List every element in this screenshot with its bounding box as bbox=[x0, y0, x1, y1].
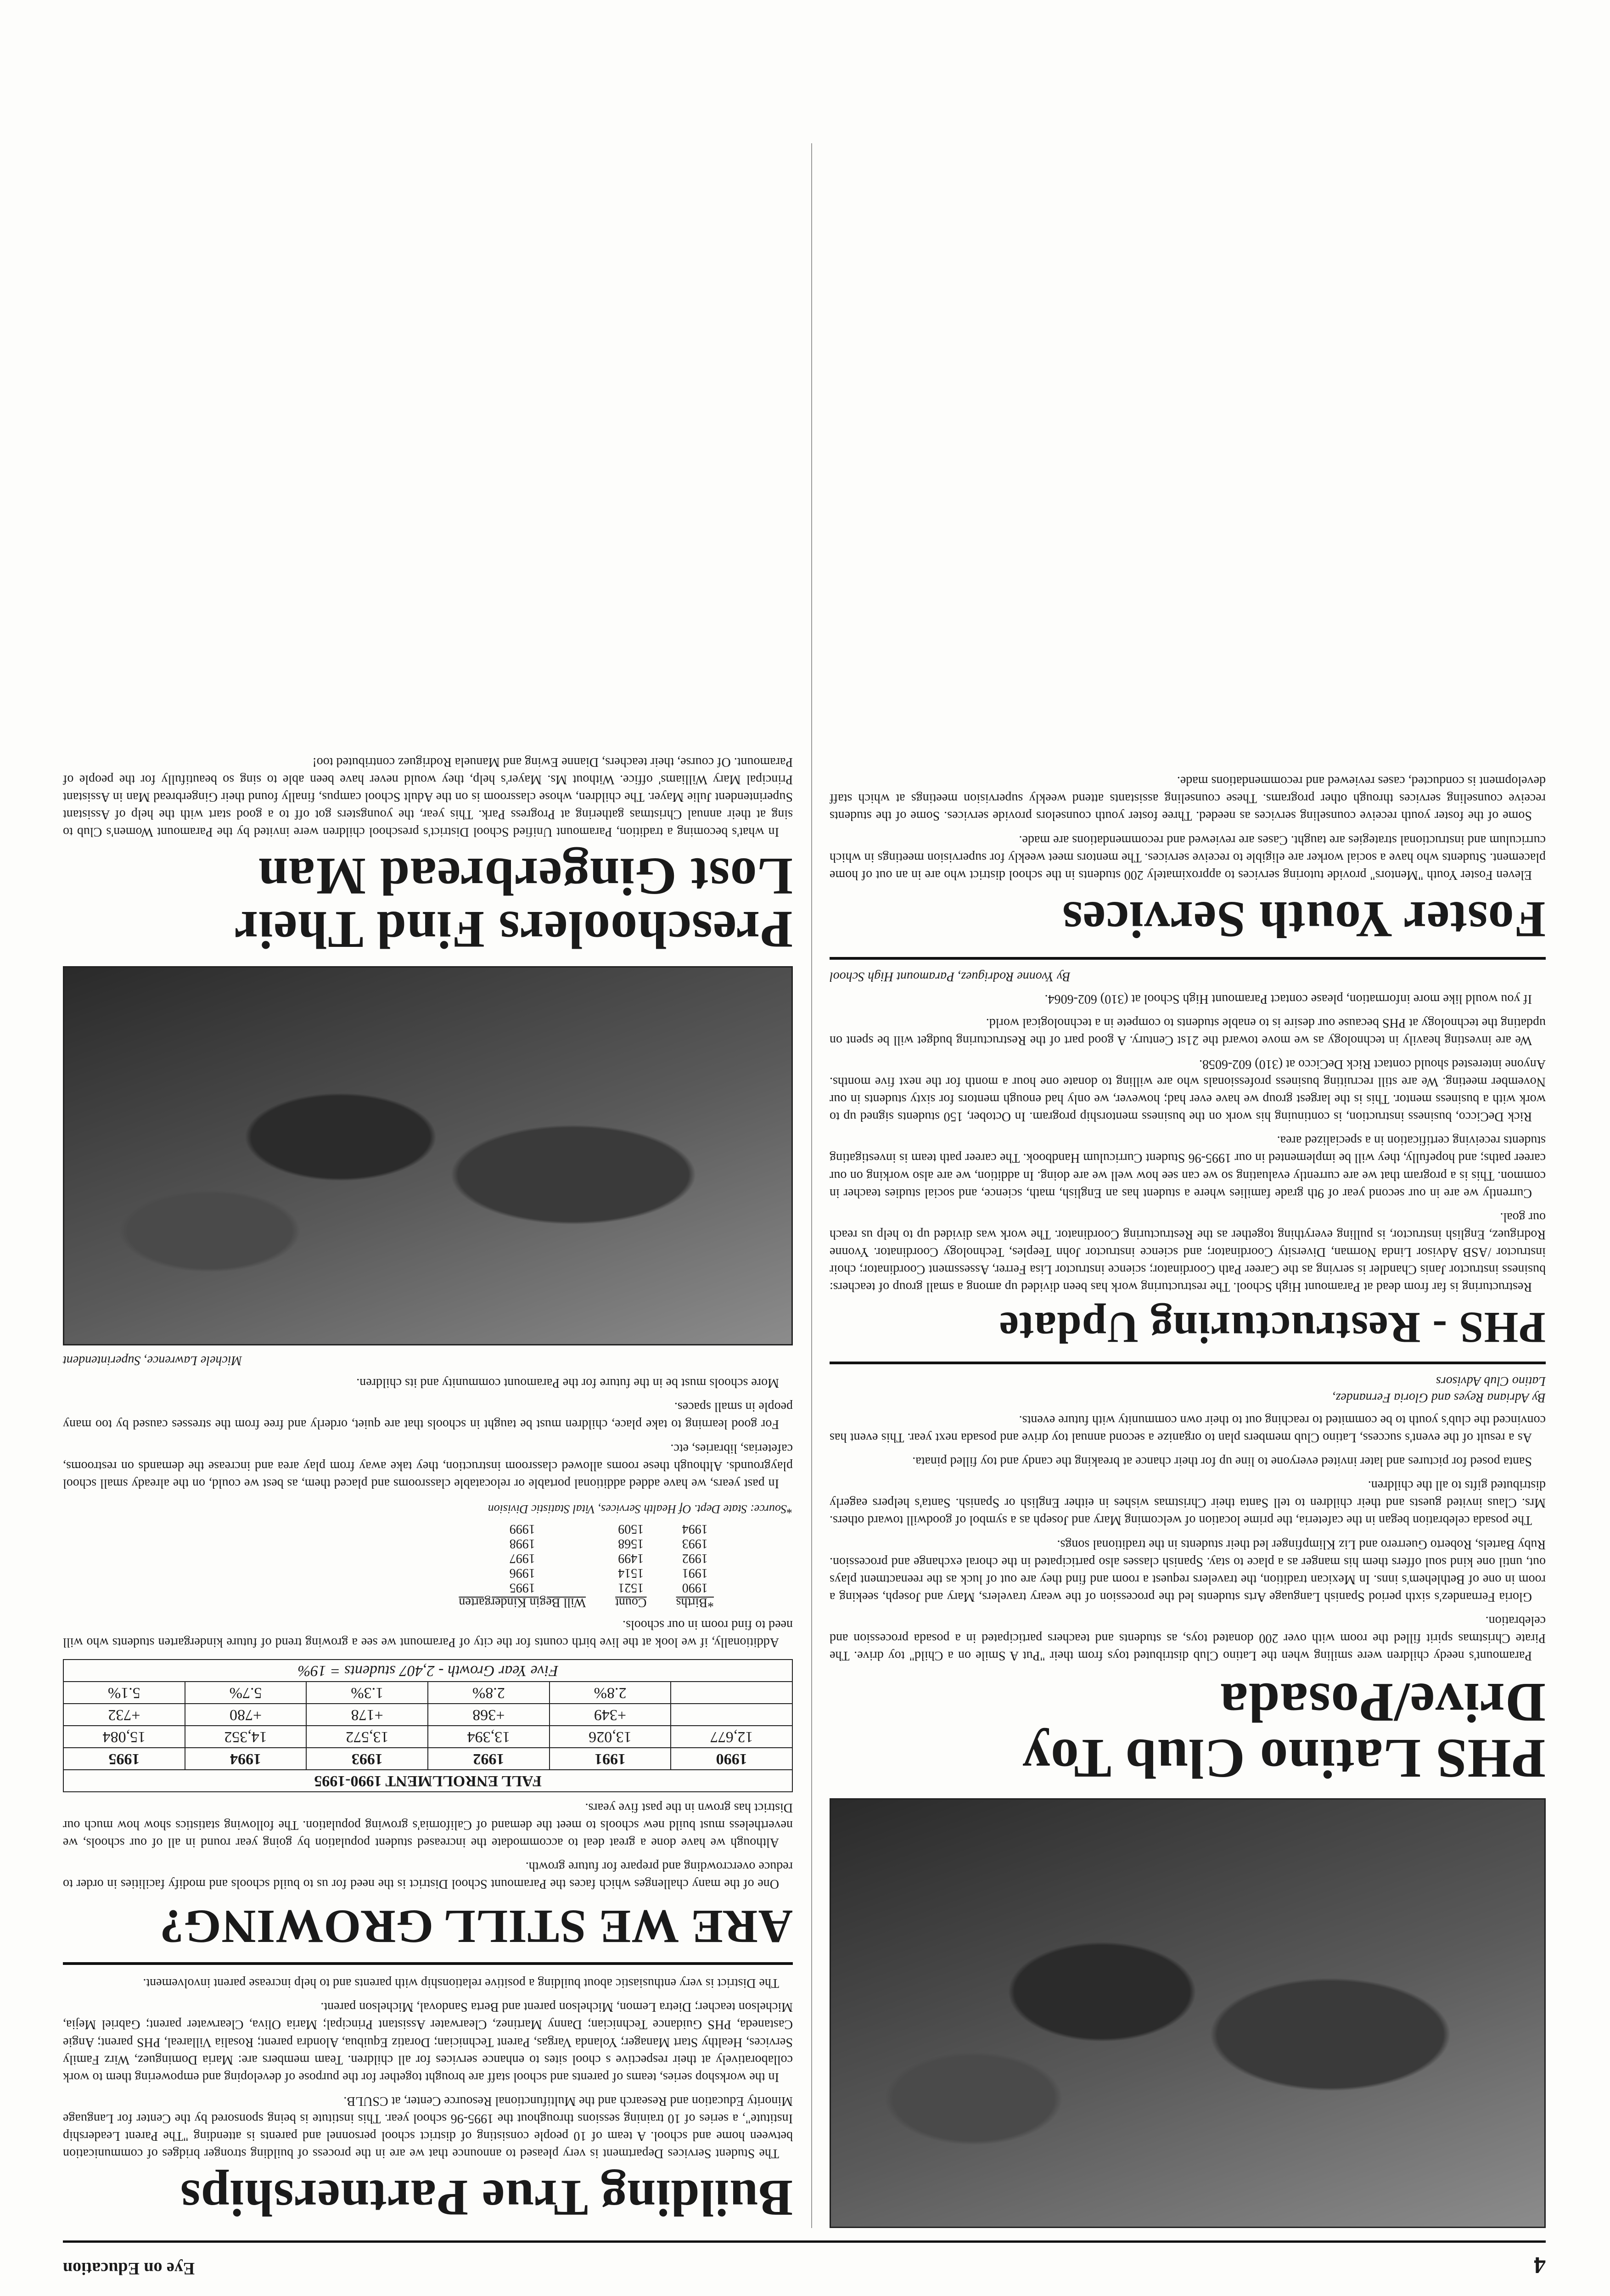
year-cell: 1991 bbox=[550, 1748, 671, 1770]
year-cell: 1993 bbox=[306, 1748, 428, 1770]
restructuring-paragraph: Restructuring is far from dead at Paramount High School. The restructuring work has been divided up among a small group of teachers: business instructor Janis Chandler is serving as the Career Path Coordinator; science instructor Lisa Ferrer, Assessment Coordinator; choir instructor /ASB Advisor Linda Norman, Diversity Coordinator; and science instructor John Teeples, Technology Coordinator. Yvonne Rodriguez, English instructor, is pulling everything together as the Restructuring Coordinator. The work was divided up to help us reach our goal. bbox=[830, 1210, 1546, 1294]
count-cell: 13,026 bbox=[550, 1726, 671, 1748]
table-row bbox=[63, 1704, 792, 1726]
latino-paragraph: The posada celebration began in the cafeteria, the prime location of welcoming Mary and Joseph as a symbol of goodwill toward others. Mrs. Claus invited guests and their children to tell Santa their Christmas wishes in either English or Spanish. Santa's helpers eagerly distributed gifts to all the children. bbox=[830, 1478, 1546, 1528]
percent-cell: 5.7% bbox=[185, 1682, 307, 1704]
births-cell: 1994 bbox=[682, 1521, 708, 1536]
births-cell: 1521 bbox=[618, 1580, 644, 1595]
births-cell: 1990 bbox=[682, 1580, 708, 1595]
restructuring-byline: By Yvonne Rodriguez, Paramount High School bbox=[830, 969, 1071, 984]
posada-photo bbox=[830, 1798, 1546, 2228]
table-row bbox=[63, 1726, 792, 1748]
change-cell: +178 bbox=[306, 1704, 428, 1726]
change-cell: +732 bbox=[63, 1704, 185, 1726]
restructuring-paragraph: We are investing heavily in technology as we move toward the 21st Century. A good part of the Restructuring budget will be spent on updating the technology at PHS because our desire is to enable students to compete in a technological world. bbox=[830, 1015, 1546, 1047]
count-cell: 14,352 bbox=[185, 1726, 307, 1748]
gingerbread-paragraph: In what's becoming a tradition, Paramount Unified School District's preschool children were invited by the Paramount Women's Club to sing at their annual Christmas gathering at Progress Park. This year, the youngsters got off to a good start with the help of Assistant Superintendent Julie Mayer. The children, whose classroom is on the Adult School campus, finally found their Gingerbread Man in Assistant Principal Mary Williams' office. Without Ms. Mayer's help, they would never have been able to sing so beautifully for the people of Paramount. Of course, their teachers, Dianne Ewing and Manuela Rodriguez contributed too! bbox=[63, 754, 793, 839]
births-cell: 1509 bbox=[618, 1521, 644, 1536]
growing-paragraph: Additionally, if we look at the live birth counts for the city of Paramount we see a growing trend of future kindergarten students who will need to find room in our schools. bbox=[63, 1617, 793, 1649]
year-cell: 1992 bbox=[428, 1748, 550, 1770]
table-row bbox=[444, 1536, 729, 1551]
enrollment-table bbox=[63, 1659, 793, 1792]
growing-paragraph: One of the many challenges which faces the Paramount School District is the need for us to build schools and modify facilities in order to reduce overcrowding and prepare for future growth. bbox=[63, 1859, 793, 1891]
change-cell: +349 bbox=[550, 1704, 671, 1726]
growing-paragraph: In past years, we have added additional portable or relocatable classrooms and placed them, as best we could, on the already small school playgrounds. Although these rooms allowed classroom instruction, they take away from play area and increase the demands on restrooms, cafeterias, libraries, etc. bbox=[63, 1441, 793, 1491]
restructuring-paragraph: Rick DeCicco, business instruction, is continuing his work on the business mentorship program. In October, 150 students signed up to work with a business mentor. This is the largest group we have ever had; however, we only had enough mentors for sixty students in our November meeting. We are still recruiting business professionals who are willing to donate one hour a month for the next five months. Anyone interested should contact Rick DeCicco at (310) 602-6058. bbox=[830, 1057, 1546, 1124]
latino-club-title-1: PHS Latino Club Toy bbox=[1021, 1728, 1546, 1790]
table-row bbox=[444, 1551, 729, 1565]
count-cell: 15,084 bbox=[63, 1726, 185, 1748]
count-cell: 13,572 bbox=[306, 1726, 428, 1748]
latino-paragraph: Paramount's needy children were smiling when the Latino Club distributed toys from their "Put A Smile on a Child" toy drive. The Pirate Christmas spirit filled the room with over 200 donated toys, as students and teachers participated in a posada procession and celebration. bbox=[830, 1613, 1546, 1663]
latino-club-title-2: Drive/Posada bbox=[1219, 1671, 1546, 1733]
empty-cell bbox=[671, 1704, 792, 1726]
section-rule bbox=[830, 1362, 1546, 1364]
running-head bbox=[63, 2246, 1546, 2279]
restructuring-paragraph: Currently we are in our second year of 9th grade families where a student has an English, math, science, and social studies teacher in common. This is a program that we are currently evaluating so we can see how well we are doing. In addition, we are also working on our career paths; and hopefully, they will be implemented in our 1995-96 Student Curriculum Handbook. The career path team is investigating students receiving certification in a specialized area. bbox=[830, 1133, 1546, 1200]
percent-cell: 2.8% bbox=[550, 1682, 671, 1704]
percent-cell: 5.1% bbox=[63, 1682, 185, 1704]
births-cell: 1995 bbox=[509, 1580, 535, 1595]
year-cell: 1995 bbox=[63, 1748, 185, 1770]
publication-name: Eye on Education bbox=[63, 2259, 195, 2278]
year-cell: 1990 bbox=[671, 1748, 792, 1770]
partnerships-title: Building True Partnerships bbox=[180, 2169, 793, 2226]
count-cell: 12,677 bbox=[671, 1726, 792, 1748]
percent-cell: 1.3% bbox=[306, 1682, 428, 1704]
births-cell: 1992 bbox=[682, 1551, 708, 1565]
section-rule bbox=[63, 1962, 793, 1965]
births-cell: 1993 bbox=[682, 1536, 708, 1551]
growing-paragraph: For good learning to take place, children must be taught in schools that are quiet, orderly and free from the stresses caused by too many people in small spaces. bbox=[63, 1400, 793, 1432]
foster-title: Foster Youth Services bbox=[1062, 890, 1546, 948]
growing-paragraph: Although we have done a great deal to accommodate the increased student population by going year round in all of our schools, we nevertheless must build new schools to meet the demand of California's growing population. The following statistics show how much our District has grown in the past five years. bbox=[63, 1800, 793, 1850]
births-cell: 1996 bbox=[509, 1565, 535, 1580]
foster-paragraph: Eleven Foster Youth "Mentors" provide tutoring services to approximately 200 students in the school district who are in an out of home placement. Students who have a social worker are eligible to receive services. The mentors meet weekly for supervision meetings in which curriculum and instructional strategies are taught. Cases are reviewed and recommendations are made. bbox=[830, 833, 1546, 882]
column-divider bbox=[811, 143, 812, 2228]
table-row bbox=[63, 1748, 792, 1770]
births-header: Count bbox=[615, 1595, 647, 1609]
table-row bbox=[63, 1660, 792, 1682]
change-cell: +368 bbox=[428, 1704, 550, 1726]
gingerbread-title-2: Lost Gingerbread Man bbox=[258, 847, 793, 906]
right-column bbox=[63, 747, 793, 2228]
change-cell: +780 bbox=[185, 1704, 307, 1726]
partnerships-paragraph: The Student Services Department is very pleased to announce that we are in the process of building stronger bridges of communication between home and school. A team of 10 people consisting of district school personnel and parents is attending "The Parent Leadership Institute", a series of 10 training sessions throughout the 1995-96 school year. This institute is being sponsored by the Center for Language Minority Education and Research and the Multifunctional Resource Center, at CSULB. bbox=[63, 2093, 793, 2161]
table-row bbox=[63, 1682, 792, 1704]
gingerbread-photo bbox=[63, 966, 793, 1345]
gingerbread-title-1: Preschoolers Find Their bbox=[234, 900, 793, 959]
births-header: *Births bbox=[676, 1595, 714, 1609]
births-source: *Source: State Dept. Of Health Services, Vital Statistic Division bbox=[488, 1502, 793, 1516]
births-cell: 1568 bbox=[618, 1536, 644, 1551]
births-cell: 1514 bbox=[618, 1565, 644, 1580]
year-cell: 1994 bbox=[185, 1748, 307, 1770]
left-column bbox=[830, 765, 1546, 2228]
growing-paragraph: More schools must be in the future for the Paramount community and its children. bbox=[356, 1376, 779, 1390]
percent-cell: 2.8% bbox=[428, 1682, 550, 1704]
header-rule bbox=[63, 2240, 1546, 2243]
growing-title: ARE WE STILL GROWING? bbox=[159, 1900, 793, 1953]
partnerships-paragraph: The District is very enthusiastic about building a positive relationship with parents and to help increase parent involvement. bbox=[143, 1976, 779, 1991]
births-cell: 1499 bbox=[618, 1551, 644, 1565]
births-header: Will Begin Kindergarten bbox=[459, 1595, 586, 1609]
restructuring-paragraph: If you would like more information, please contact Paramount High School at (310) 602-6064. bbox=[1044, 991, 1532, 1006]
empty-cell bbox=[671, 1682, 792, 1704]
count-cell: 13,394 bbox=[428, 1726, 550, 1748]
latino-byline-2: Latino Club Advisors bbox=[1436, 1373, 1546, 1388]
superintendent-byline: Michele Lawrence, Superintendent bbox=[63, 1353, 242, 1368]
restructuring-title: PHS - Restructuring Update bbox=[999, 1303, 1546, 1352]
births-table bbox=[444, 1521, 729, 1609]
births-cell: 1998 bbox=[509, 1536, 535, 1551]
latino-paragraph: As a result of the event's success, Latino Club members plan to organize a second annual toy drive and posada next year. This event has convinced the club's youth to be commited to reaching out to their own community with future events. bbox=[830, 1413, 1546, 1445]
page-number: 4 bbox=[1534, 2252, 1546, 2278]
births-cell: 1999 bbox=[509, 1521, 535, 1536]
table-row bbox=[444, 1565, 729, 1580]
table-row bbox=[444, 1595, 729, 1609]
growth-summary: Five Year Growth - 2,407 students = 19% bbox=[63, 1660, 792, 1682]
section-rule bbox=[830, 957, 1546, 960]
births-cell: 1991 bbox=[682, 1565, 708, 1580]
foster-paragraph: Some of the foster youth receive counseling services as needed. Three foster youth counselors provide services. Some of the students receive counseling services through other programs. These counseling assistants attend weekly supervision meetings at which staff development is conducted, cases reviewed and recommendations made. bbox=[830, 774, 1546, 823]
enrollment-caption: FALL ENROLLMENT 1990-1995 bbox=[63, 1770, 793, 1792]
partnerships-paragraph: In the workshop series, teams of parents and school staff are brought together for the purpose of developing and empowering them to work collaboratively at their respective s chool sites to enhance services for all children. Team members are: Maria Dominguez, Wirz Family Services, Healthy Start Manager; Yolanda Vargas, Parent Technician; Doratiz Equibua, Alondra parent; Rosalia Villareal, PHS parent; Angie Castaneda, PHS Guidance Technician; Danny Martinez, Clearwater Assistant Principal; Maria Oliva, Clearwater parent; Gabriel Mejia, Michelson teacher; Dietra Lemon, Michelson parent and Berta Sandoval, Michelson parent. bbox=[63, 2000, 793, 2084]
table-row bbox=[444, 1521, 729, 1536]
births-cell: 1997 bbox=[509, 1551, 535, 1565]
latino-paragraph: Gloria Fernandez's sixth period Spanish Language Arts students led the procession of the weary travelers, Mary and Joseph, seeking a room in one of Bethlehem's inns. In Mexican tradition, the travelers request a room and find they are out of luck as the reenactment plays out, until one kind soul offers them his manger as a place to stay. Spanish classes also participated in the choral exchange and procession. Ruby Bartels, Roberto Guerrero and Liz Klimpfinger led their students in the traditional songs. bbox=[830, 1537, 1546, 1604]
latino-paragraph: Santa posed for pictures and later invited everyone to line up for their chance at breaking the candy and toy filled pinata. bbox=[912, 1454, 1532, 1469]
table-row bbox=[444, 1580, 729, 1595]
latino-byline-1: By Adriana Reyes and Gloria Fernandez, bbox=[1332, 1390, 1546, 1405]
